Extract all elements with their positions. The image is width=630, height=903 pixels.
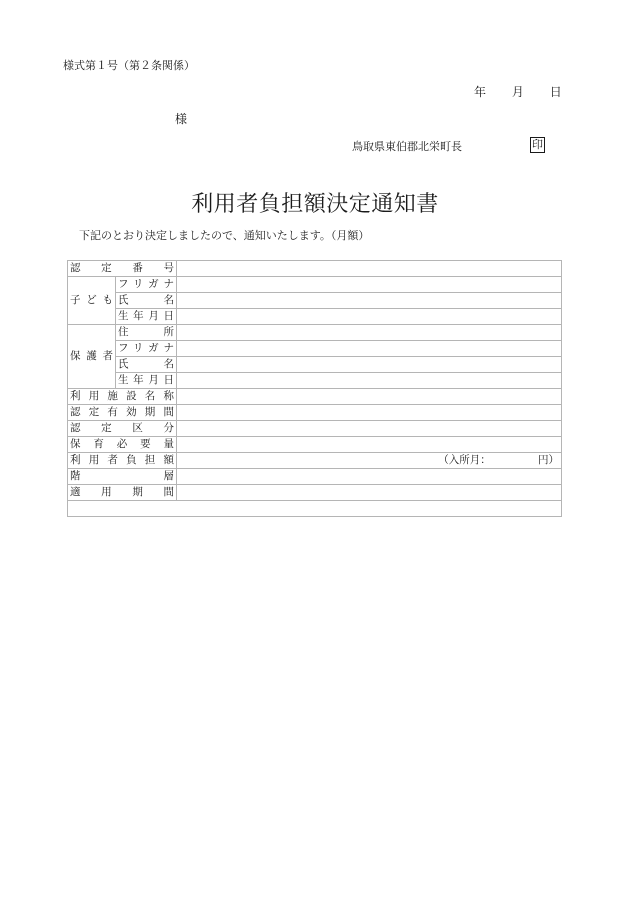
table-row xyxy=(68,261,562,277)
notes-area[interactable] xyxy=(68,501,562,517)
certification-category-label: 認 定 区 分 xyxy=(68,421,177,437)
guardian-address-text: 住 所 xyxy=(118,326,174,338)
applicable-period-value[interactable] xyxy=(177,485,562,501)
table-row xyxy=(68,325,562,341)
certification-number-value[interactable] xyxy=(177,261,562,277)
issuer-name: 鳥取県東伯郡北栄町長 xyxy=(352,140,462,153)
table-row xyxy=(68,469,562,485)
table-row xyxy=(68,309,562,325)
guardian-birthdate-label: 生年月日 xyxy=(116,373,177,389)
care-required-label: 保育必要量 xyxy=(68,437,177,453)
table-row xyxy=(68,357,562,373)
child-furigana-label: フリガナ xyxy=(116,277,177,293)
validity-period-value[interactable] xyxy=(177,405,562,421)
recipient-suffix: 様 xyxy=(175,112,188,126)
bracket-label: 階 層 xyxy=(68,469,177,485)
date-day-label: 日 xyxy=(549,85,562,99)
child-birthdate-value[interactable] xyxy=(177,309,562,325)
table-row xyxy=(68,437,562,453)
table-row xyxy=(68,341,562,357)
document-title: 利用者負担額決定通知書 xyxy=(191,192,439,217)
guardian-birthdate-value[interactable] xyxy=(177,373,562,389)
child-name-value[interactable] xyxy=(177,293,562,309)
table-row xyxy=(68,373,562,389)
child-furigana-value[interactable] xyxy=(177,277,562,293)
table-row xyxy=(68,485,562,501)
guardian-name-value[interactable] xyxy=(177,357,562,373)
bracket-value[interactable] xyxy=(177,469,562,485)
guardian-group-label: 保 護 者 xyxy=(68,325,116,389)
table-row xyxy=(68,453,562,469)
table-row xyxy=(68,293,562,309)
intro-text: 下記のとおり決定しましたので、通知いたします。（月額） xyxy=(79,229,370,242)
child-birthdate-label: 生年月日 xyxy=(116,309,177,325)
table-row xyxy=(68,405,562,421)
guardian-address-label xyxy=(116,325,177,341)
guardian-name-label: 氏 名 xyxy=(116,357,177,373)
facility-name-value[interactable] xyxy=(177,389,562,405)
guardian-furigana-label: フリガナ xyxy=(116,341,177,357)
table-row xyxy=(68,421,562,437)
guardian-address-value[interactable] xyxy=(177,325,562,341)
table-row xyxy=(68,277,562,293)
table-row xyxy=(68,389,562,405)
date-line xyxy=(474,83,562,100)
user-fee-label: 利用者負担額 xyxy=(68,453,177,469)
child-name-label: 氏 名 xyxy=(116,293,177,309)
form-number: 様式第１号（第２条関係） xyxy=(63,59,195,72)
guardian-furigana-value[interactable] xyxy=(177,341,562,357)
child-group-label: 子 ど も xyxy=(68,277,116,325)
care-required-value[interactable] xyxy=(177,437,562,453)
table-row xyxy=(68,501,562,517)
user-fee-note[interactable]: （入所月： 円） xyxy=(177,453,562,469)
form-table xyxy=(67,260,562,517)
certification-number-label: 認 定 番 号 xyxy=(68,261,177,277)
validity-period-label: 認定有効期間 xyxy=(68,405,177,421)
applicable-period-label: 適 用 期 間 xyxy=(68,485,177,501)
date-month-label: 月 xyxy=(511,85,524,99)
date-year-label: 年 xyxy=(474,85,487,99)
certification-category-value[interactable] xyxy=(177,421,562,437)
facility-name-label: 利用施設名称 xyxy=(68,389,177,405)
seal-mark: 印 xyxy=(532,138,543,151)
